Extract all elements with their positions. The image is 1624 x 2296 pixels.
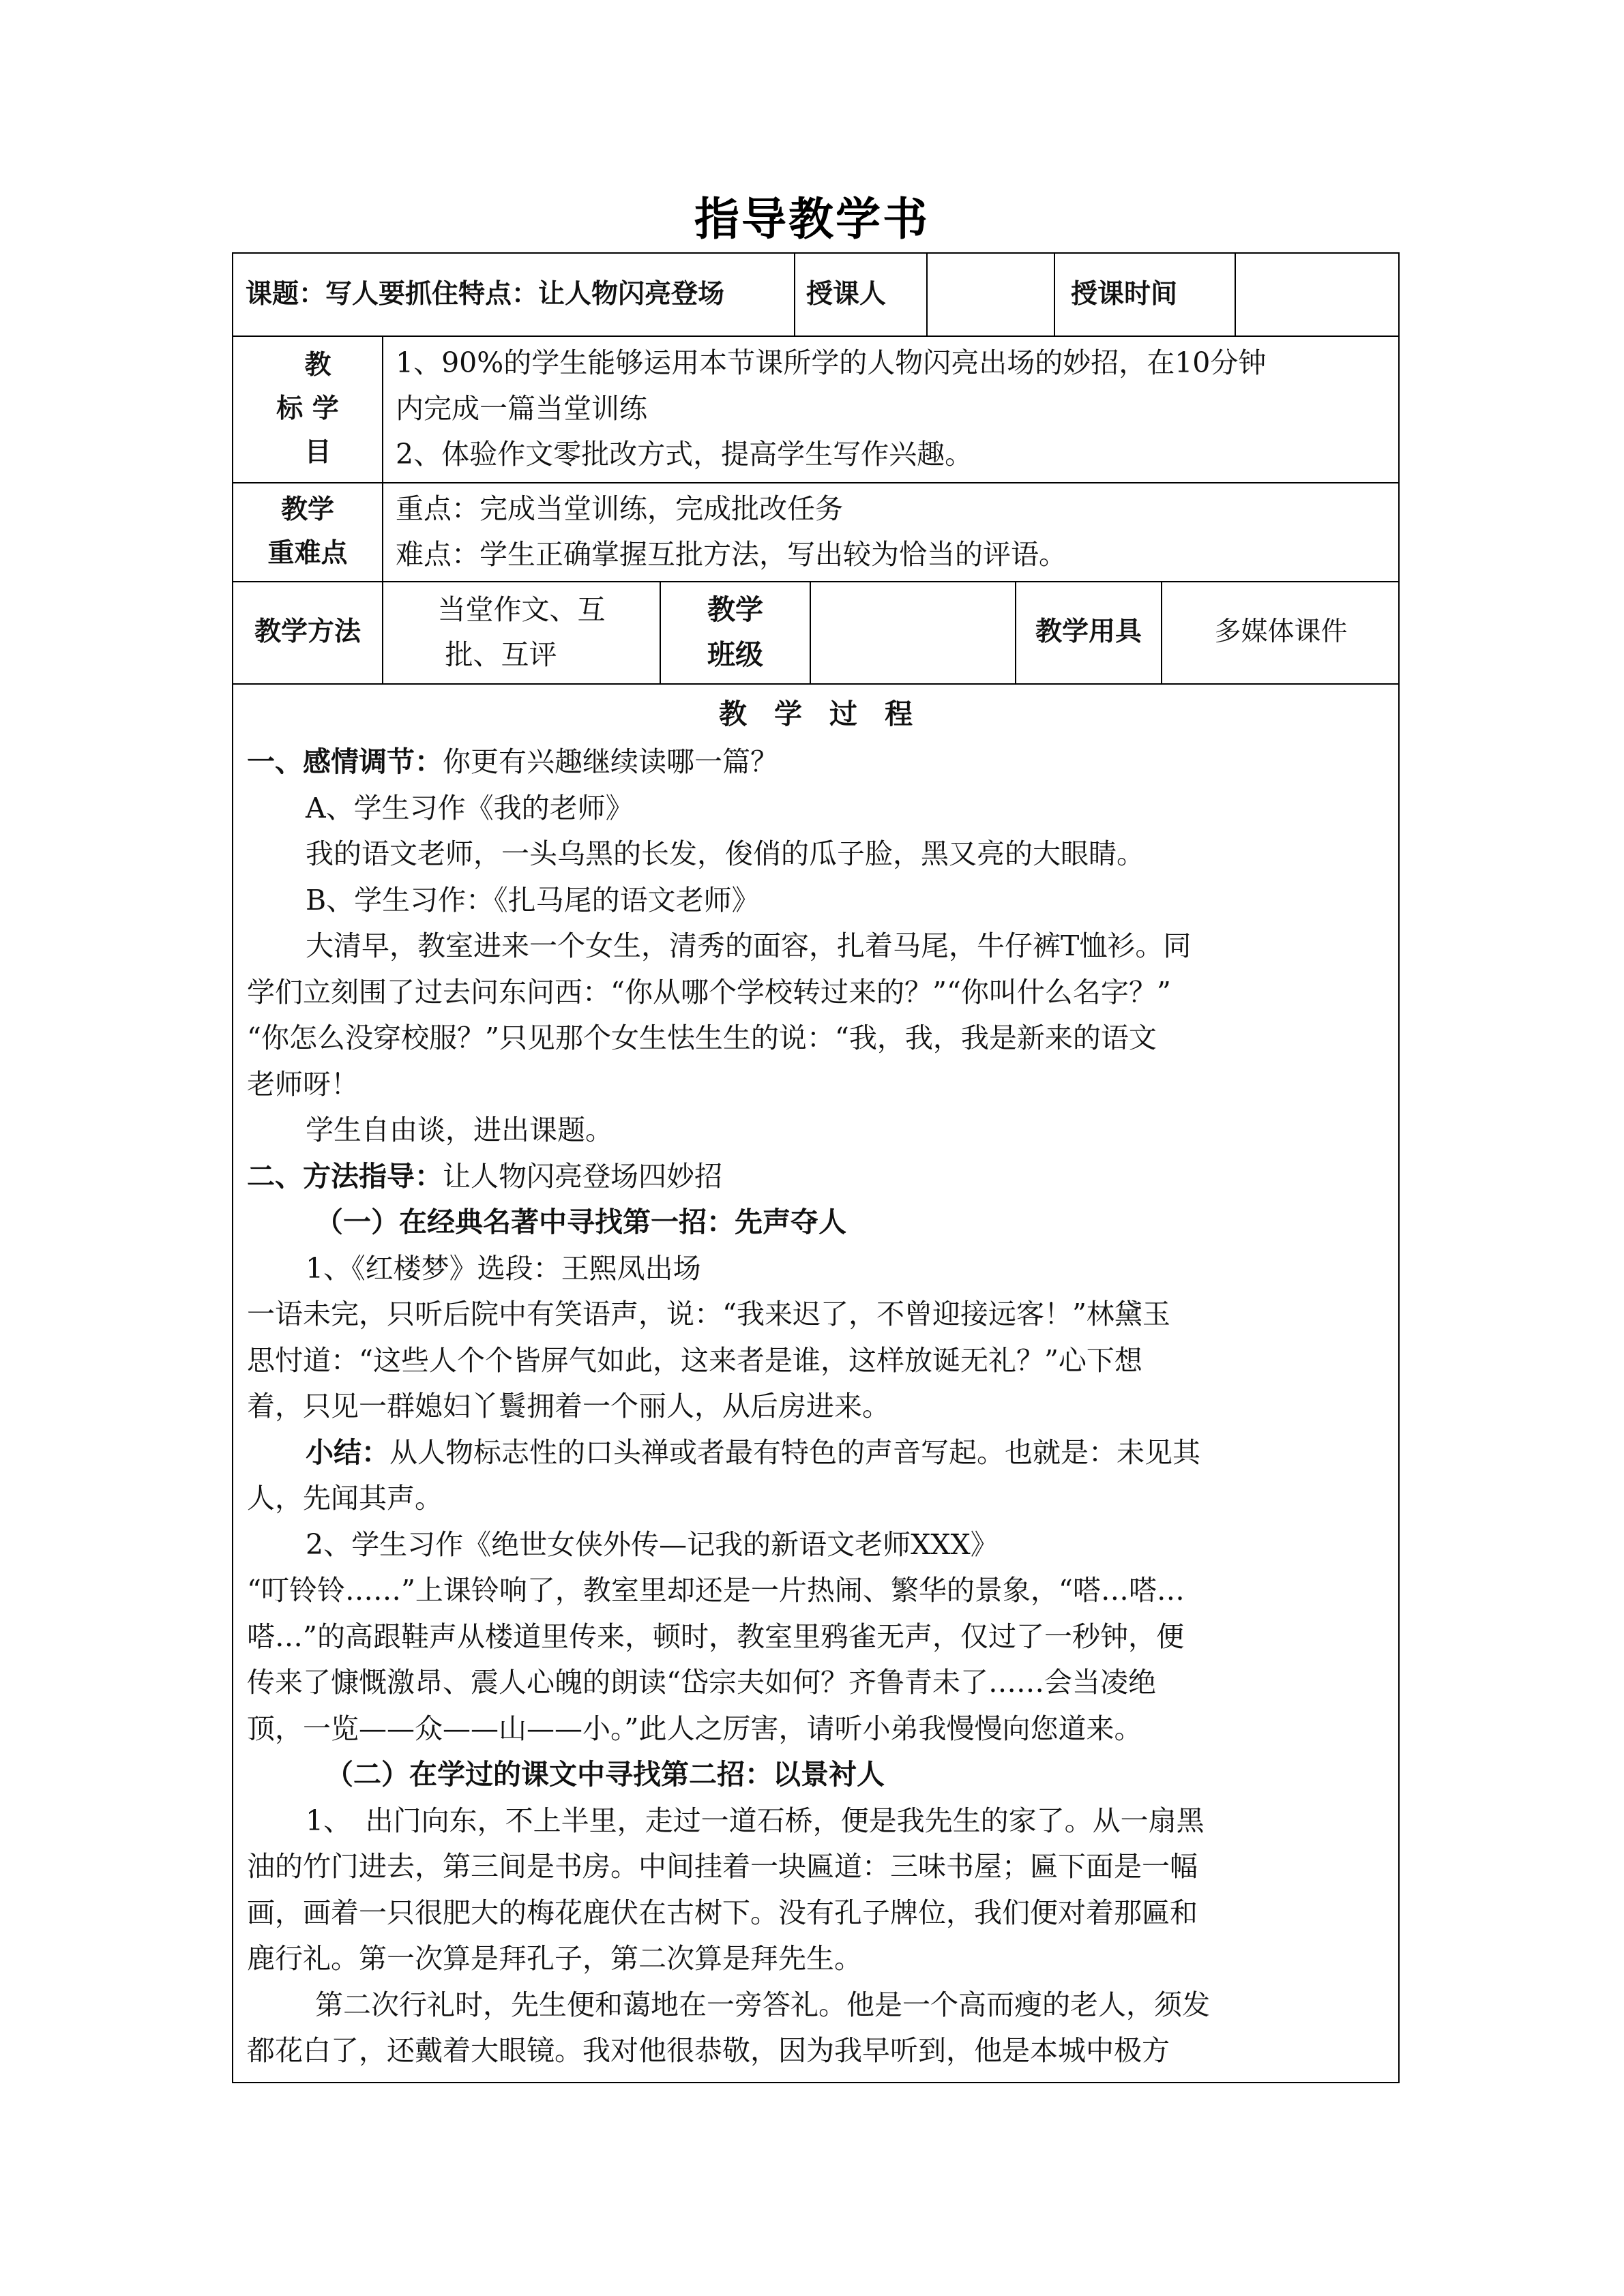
process-line-text: 一语未完，只听后院中有笑语声，说：“我来迟了，不曾迎接远客！”林黛玉 [247,1298,1170,1330]
process-line-text: 画，画着一只很肥大的梅花鹿伏在古树下。没有孔子牌位，我们便对着那匾和 [247,1896,1198,1929]
process-line-text: 我的语文老师，一头乌黑的长发，俊俏的瓜子脸，黑又亮的大眼睛。 [306,837,1145,870]
process-line-heading: 小结： [306,1435,389,1469]
process-line-text: 着，只见一群媳妇丫鬟拥着一个丽人，从后房进来。 [247,1390,890,1422]
process-line [247,1752,1390,1798]
process-line-text: 1、《红楼梦》选段：王熙凤出场 [306,1251,701,1285]
process-line [247,1522,1390,1568]
process-line-text: 1、 出门向东，不上半里，走过一道石桥，便是我先生的家了。从一扇黑 [306,1804,1205,1837]
process-line [247,1199,1390,1246]
process-heading: 教学过程 [719,698,940,730]
process-line [247,1154,1390,1200]
lesson-plan-table [232,252,1400,2083]
process-line-text: 学生自由谈，进出课题。 [306,1114,613,1146]
class-label-line: 教学 [707,593,763,626]
process-line-text: 人，先闻其声。 [247,1482,443,1515]
process-line-text: B、学生习作：《扎马尾的语文老师》 [306,883,760,916]
process-line-heading: （二）在学过的课文中寻找第二招：以景衬人 [325,1758,885,1791]
process-line [247,1062,1390,1108]
process-line [247,1706,1390,1753]
process-line [247,2028,1390,2074]
teacher-value [928,254,1054,336]
process-line-text: 顶，一览——众——山——小。”此人之厉害，请听小弟我慢慢向您道来。 [247,1712,1142,1745]
process-line-text: 第二次行礼时，先生便和蔼地在一旁答礼。他是一个高而瘦的老人，须发 [315,1988,1210,2021]
process-line [247,970,1390,1016]
goals-label-line: 教 [304,349,331,381]
process-line-text: 你更有兴趣继续读哪一篇？ [443,745,778,778]
process-line-text: 都花白了，还戴着大眼镜。我对他很恭敬，因为我早听到，他是本城中极方 [247,2034,1170,2067]
teacher-label: 授课人 [806,278,887,310]
difficulty-point: 难点：学生正确掌握互批方法，写出较为恰当的评语。 [396,537,1067,571]
process-line-text: 让人物闪亮登场四妙招 [443,1159,722,1193]
process-line-heading: （一）在经典名著中寻找第一招：先声夺人 [315,1206,846,1238]
tools-value: 多媒体课件 [1214,616,1348,647]
process-line [247,1246,1390,1292]
process-line [247,1890,1390,1937]
time-label: 授课时间 [1071,278,1178,310]
class-value [811,581,1015,683]
process-line-text: 油的竹门进去，第三间是书房。中间挂着一块匾道：三味书屋；匾下面是一幅 [247,1850,1198,1883]
method-label: 教学方法 [254,616,361,647]
process-line [247,1476,1390,1522]
goal-line: 内完成一篇当堂训练 [396,392,647,425]
tools-label: 教学用具 [1035,616,1142,647]
method-value [383,581,660,683]
focus-label-line: 重难点 [267,537,348,569]
document-title: 指导教学书 [694,193,930,245]
process-line [247,831,1390,878]
process-line [247,1384,1390,1430]
method-value-line: 批、互评 [445,638,557,671]
process-line-text: 学们立刻围了过去问东问西：“你从哪个学校转过来的？”“你叫什么名字？” [247,975,1171,1009]
goal-line: 2、体验作文零批改方式，提高学生写作兴趣。 [396,438,973,471]
goals-label-line: 目 [304,436,331,468]
focus-content [396,482,1391,581]
process-line [247,1292,1390,1338]
process-line-heading: 二、方法指导： [247,1159,443,1193]
process-line-text: 老师呀！ [247,1067,359,1101]
process-line [247,1798,1390,1845]
goals-label-line: 标 学 [276,393,339,424]
process-line-text: A、学生习作《我的老师》 [306,791,634,824]
focus-label-line: 教学 [280,494,334,525]
process-line-text: 传来了慷慨激昂、震人心魄的朗读“岱宗夫如何？齐鲁青未了……会当凌绝 [247,1666,1156,1699]
process-line [247,1338,1390,1384]
process-line-text: 2、学生习作《绝世女侠外传—记我的新语文老师XXX》 [306,1527,999,1561]
process-line-text: “叮铃铃……”上课铃响了，教室里却还是一片热闹、繁华的景象，“嗒…嗒… [247,1574,1185,1607]
process-line-text: 大清早，教室进来一个女生，清秀的面容，扎着马尾，牛仔裤T恤衫。同 [306,929,1192,962]
process-line-text: 从人物标志性的口头禅或者最有特色的声音写起。也就是：未见其 [389,1435,1200,1469]
key-point: 重点：完成当堂训练，完成批改任务 [396,492,843,525]
process-line [247,1015,1390,1062]
process-line [247,923,1390,970]
class-label-line: 班级 [707,638,763,671]
process-line-text: 鹿行礼。第一次算是拜孔子，第二次算是拜先生。 [247,1942,862,1975]
process-line-text: “你怎么没穿校服？”只见那个女生怯生生的说：“我，我，我是新来的语文 [247,1022,1157,1054]
process-line [247,1982,1390,2029]
process-line [247,1844,1390,1890]
process-line [247,1660,1390,1706]
class-label [661,581,810,683]
method-value-line: 当堂作文、互 [437,593,606,626]
process-line [247,786,1390,832]
process-line [247,739,1390,786]
process-content [247,739,1390,2074]
process-line [247,878,1390,924]
process-line [247,1107,1390,1154]
goals-content [396,336,1391,482]
process-line [247,1568,1390,1614]
goals-label [233,336,382,482]
process-line-text: 嗒…”的高跟鞋声从楼道里传来，顿时，教室里鸦雀无声，仅过了一秒钟，便 [247,1620,1184,1653]
focus-label [233,482,382,581]
process-line-text: 思忖道：“这些人个个皆屏气如此，这来者是谁，这样放诞无礼？”心下想 [247,1343,1142,1377]
time-value [1236,254,1400,336]
process-line-heading: 一、感情调节： [247,745,443,778]
process-line [247,1936,1390,1982]
topic-cell: 课题：写人要抓住特点：让人物闪亮登场 [246,278,725,310]
goal-line: 1、90%的学生能够运用本节课所学的人物闪亮出场的妙招，在10分钟 [396,346,1267,379]
process-line [247,1430,1390,1476]
process-line [247,1614,1390,1660]
